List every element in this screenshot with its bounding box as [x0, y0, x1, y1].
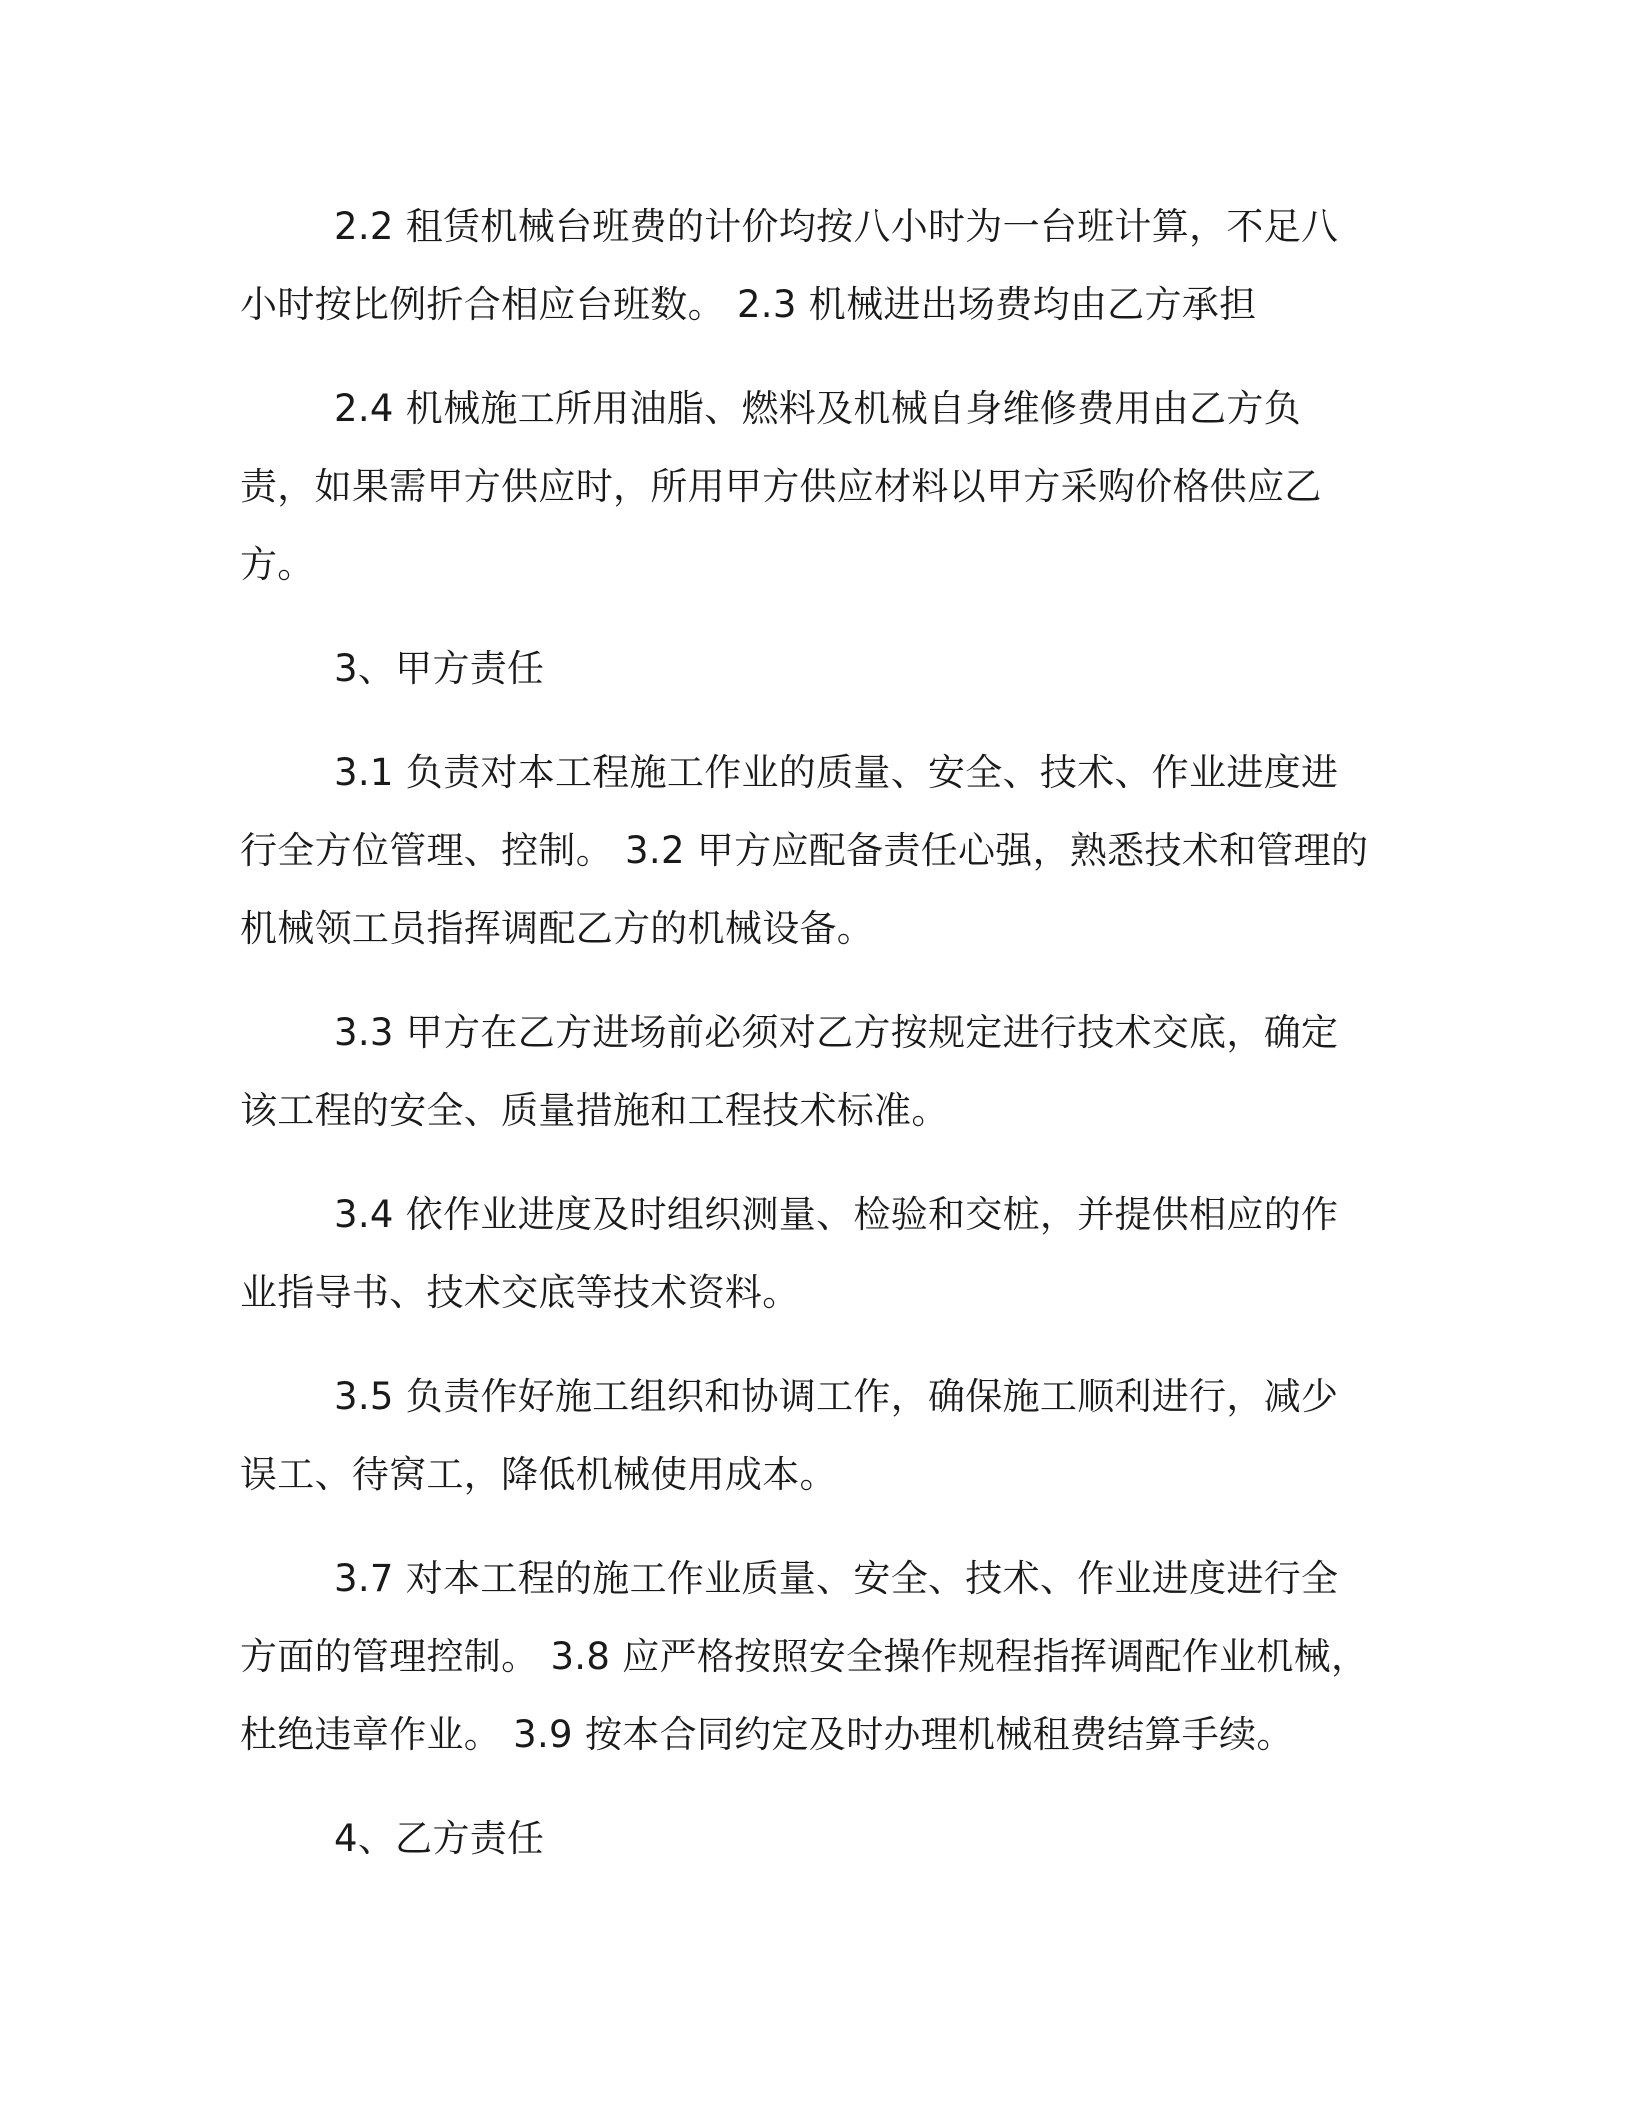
clause-2-2: 2.2 租赁机械台班费的计价均按八小时为一台班计算，不足八小时按比例折合相应台班数。 2.3 机械进出场费均由乙方承担: [240, 205, 1339, 326]
section-heading-4: 4、乙方责任: [334, 1817, 545, 1860]
clause-3-3: 3.3 甲方在乙方进场前必须对乙方按规定进行技术交底，确定该工程的安全、质量措施和工程技术标准。: [240, 1011, 1339, 1132]
clause-3-7: 3.7 对本工程的施工作业质量、安全、技术、作业进度进行全方面的管理控制。 3.8 应严格按照安全操作规程指挥调配作业机械，杜绝违章作业。 3.9 按本合同约定及时办理机械租费结算手续。: [240, 1557, 1369, 1756]
clause-3-4: 3.4 依作业进度及时组织测量、检验和交桩，并提供相应的作业指导书、技术交底等技术资料。: [240, 1193, 1339, 1314]
clause-2-4: 2.4 机械施工所用油脂、燃料及机械自身维修费用由乙方负责，如果需甲方供应时，所用甲方供应材料以甲方采购价格供应乙方。: [240, 387, 1322, 586]
clause-3-1: 3.1 负责对本工程施工作业的质量、安全、技术、作业进度进行全方位管理、控制。 3.2 甲方应配备责任心强，熟悉技术和管理的机械领工员指挥调配乙方的机械设备。: [240, 751, 1369, 950]
clause-3-5: 3.5 负责作好施工组织和协调工作，确保施工顺利进行，减少误工、待窝工，降低机械使用成本。: [240, 1375, 1339, 1496]
document-body: [240, 188, 1370, 1904]
section-heading-3: 3、甲方责任: [334, 647, 545, 690]
